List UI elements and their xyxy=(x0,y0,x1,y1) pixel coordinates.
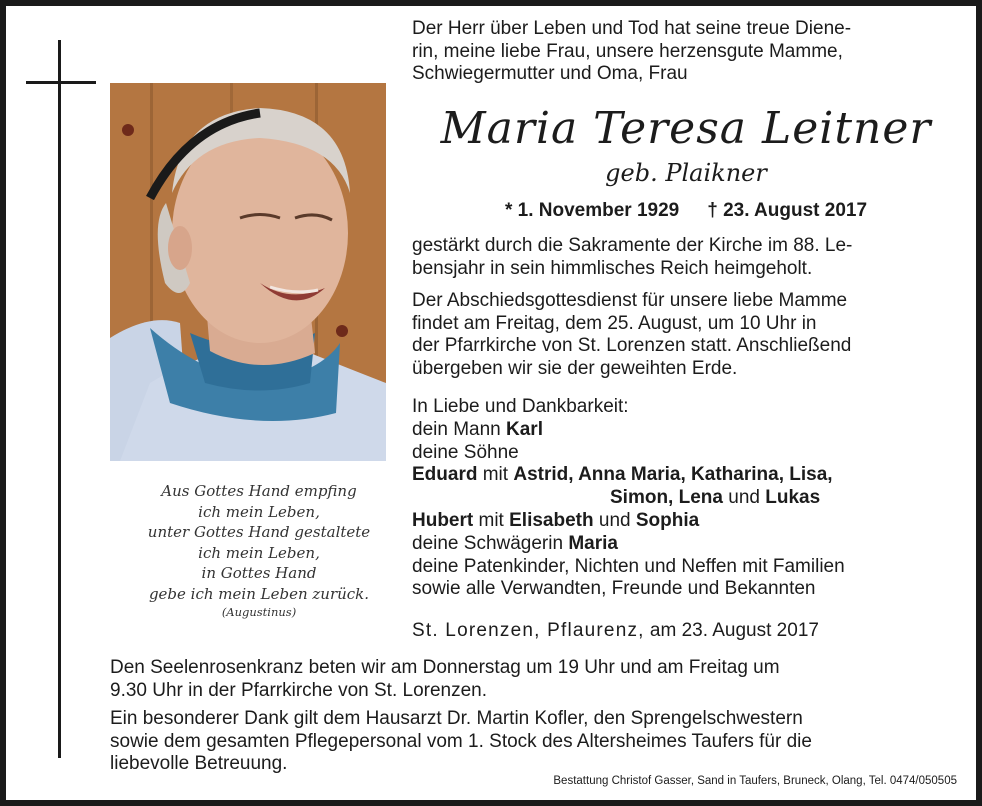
cross-icon-beam xyxy=(26,81,96,84)
funeral-line: Der Abschiedsgottesdienst für unsere liebe Mamme xyxy=(412,290,848,311)
funeral-line: findet am Freitag, dem 25. August, um 10 Uhr in xyxy=(412,312,817,334)
family-sister-in-law-row: deine Schwägerin Maria xyxy=(412,532,618,554)
family-son1-row-cont: Simon, Lena und Lukas xyxy=(610,487,821,509)
date: am 23. August 2017 xyxy=(644,620,819,641)
sacraments-line: gestärkt durch die Sakramente der Kirche im 88. Le- xyxy=(412,235,853,256)
family-son1-row: Eduard mit Astrid, Anna Maria, Katharina, Lisa, xyxy=(412,464,833,486)
intro-line: Schwiegermutter und Oma, Frau xyxy=(412,63,688,84)
thanks-line: sowie dem gesamten Pflegepersonal vom 1. Stock des Altersheimes Taufers für die xyxy=(110,730,812,752)
intro-line: Der Herr über Leben und Tod hat seine treue Diene- xyxy=(412,18,852,39)
family-heading: In Liebe und Dankbarkeit: xyxy=(412,396,629,417)
intro-line: rin, meine liebe Frau, unsere herzensgute Mamme, xyxy=(412,40,843,62)
thanks-line: liebevolle Betreuung. xyxy=(110,753,288,774)
birth-name: geb. Plaikner xyxy=(605,159,767,187)
son1-last: Lukas xyxy=(765,487,821,509)
quote-line: ich mein Leben, xyxy=(198,543,320,562)
husband-name: Karl xyxy=(506,418,543,440)
son2-child: Sophia xyxy=(635,509,700,531)
funeral-home-footer: Bestattung Christof Gasser, Sand in Taufers, Bruneck, Olang, Tel. 0474/050505 xyxy=(553,775,957,787)
birth-date: * 1. November 1929 xyxy=(504,200,680,221)
family-list xyxy=(412,396,960,601)
quote-line: unter Gottes Hand gestaltete xyxy=(147,523,371,541)
son1-family: Astrid, Anna Maria, Katharina, Lisa, xyxy=(513,464,833,486)
quote-line: gebe ich mein Leben zurück. xyxy=(148,584,370,603)
funeral-text xyxy=(412,290,960,380)
family-godchildren: deine Patenkinder, Nichten und Neffen mit Familien xyxy=(412,555,845,577)
family-son2-row: Hubert mit Elisabeth und Sophia xyxy=(412,509,700,531)
cross-icon xyxy=(58,40,61,758)
family-relatives: sowie alle Verwandten, Freunde und Bekannten xyxy=(412,578,816,600)
rosary-line: 9.30 Uhr in der Pfarrkirche von St. Lorenzen. xyxy=(110,679,488,701)
family-sons-label: deine Söhne xyxy=(412,441,519,463)
son1-name: Eduard xyxy=(412,464,478,486)
quote-source: (Augustinus) xyxy=(221,605,297,619)
family-husband-row: dein Mann Karl xyxy=(412,418,543,440)
portrait-photo xyxy=(110,83,386,461)
sister-in-law-name: Maria xyxy=(568,532,618,554)
place: St. Lorenzen, Pflaurenz, xyxy=(412,620,645,641)
deceased-name: Maria Teresa Leitner xyxy=(440,103,932,154)
quote-line: ich mein Leben, xyxy=(198,502,320,521)
rosary-text xyxy=(110,657,960,702)
funeral-line: der Pfarrkirche von St. Lorenzen statt. Anschließend xyxy=(412,335,852,356)
son1-family-cont: Simon, Lena xyxy=(610,487,723,509)
sacraments-text xyxy=(412,235,960,280)
thanks-line: Ein besonderer Dank gilt dem Hausarzt Dr. Martin Kofler, den Sprengelschwestern xyxy=(110,708,803,729)
death-date: † 23. August 2017 xyxy=(707,200,868,221)
sacraments-line: bensjahr in sein himmlisches Reich heimgeholt. xyxy=(412,257,813,279)
intro-text xyxy=(412,18,960,86)
funeral-line: übergeben wir sie der geweihten Erde. xyxy=(412,357,738,379)
son2-spouse: Elisabeth xyxy=(509,509,594,531)
life-dates xyxy=(412,199,960,223)
place-date xyxy=(412,619,960,643)
thanks-text xyxy=(110,708,960,776)
quote-line: Aus Gottes Hand empfing xyxy=(161,482,357,500)
quote-block xyxy=(110,481,408,620)
rosary-line: Den Seelenrosenkranz beten wir am Donnerstag um 19 Uhr und am Freitag um xyxy=(110,657,780,678)
quote-line: in Gottes Hand xyxy=(201,564,317,582)
son2-name: Hubert xyxy=(412,509,474,531)
